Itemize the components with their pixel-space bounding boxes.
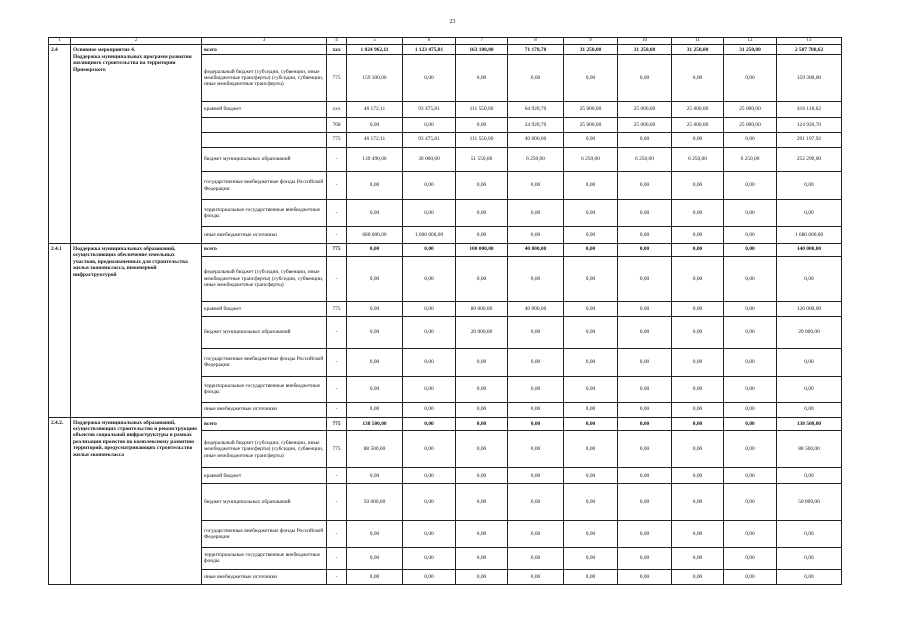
amount-value: 93 475,81 <box>403 102 456 118</box>
amount-value: 100 000,00 <box>456 243 508 256</box>
amount-value: 0,00 <box>456 348 508 377</box>
amount-value: 0,00 <box>403 569 456 584</box>
amount-value: 0,00 <box>347 377 403 402</box>
total-value: 88 500,00 <box>777 431 842 468</box>
funding-source: краевой бюджет <box>202 302 327 317</box>
funding-source: бюджет муниципальных образований <box>202 147 327 171</box>
amount-value: 0,00 <box>564 348 618 377</box>
amount-value: 0,00 <box>724 377 777 402</box>
amount-value: 163 100,00 <box>456 45 508 55</box>
amount-value: 31 250,00 <box>618 45 672 55</box>
amount-value: 0,00 <box>456 402 508 417</box>
funding-source: краевой бюджет <box>202 102 327 118</box>
funding-source: бюджет муниципальных образований <box>202 484 327 521</box>
section-description: Поддержка муниципальных программ развития жилищного строительства на территории Приморского <box>73 53 192 73</box>
amount-value: 0,00 <box>347 547 403 569</box>
total-value: 0,00 <box>777 402 842 417</box>
column-number: 4 <box>327 38 347 45</box>
amount-value: 25 000,00 <box>724 102 777 118</box>
amount-value: 1 000 000,00 <box>403 226 456 243</box>
amount-value: 0,00 <box>672 431 724 468</box>
funding-source: иные внебюджетные источники <box>202 569 327 584</box>
amount-value: 0,00 <box>672 55 724 102</box>
budget-code: - <box>327 226 347 243</box>
amount-value: 0,00 <box>564 521 618 547</box>
amount-value: 0,00 <box>724 431 777 468</box>
amount-value: 31 250,00 <box>724 45 777 55</box>
funding-source: иные внебюджетные источники <box>202 226 327 243</box>
amount-value: 0,00 <box>347 256 403 302</box>
amount-value: 0,00 <box>724 171 777 200</box>
amount-value: 1 024 962,11 <box>347 45 403 55</box>
amount-value: 0,00 <box>724 417 777 431</box>
section-description: Поддержка муниципальных образований, осуществляющих обеспечение земельных участков, предназначенных для строительства жилья экономкласса, инженерной инфраструктурой <box>73 245 188 278</box>
amount-value: 0,00 <box>618 547 672 569</box>
amount-value: 0,00 <box>403 402 456 417</box>
amount-value: 0,00 <box>403 547 456 569</box>
amount-value: 0,00 <box>456 55 508 102</box>
amount-value: 0,00 <box>672 521 724 547</box>
amount-value: 50 000,00 <box>347 484 403 521</box>
amount-value: 0,00 <box>672 316 724 348</box>
amount-value: 40 000,00 <box>508 243 564 256</box>
budget-code: 775 <box>327 417 347 431</box>
amount-value: 0,00 <box>672 484 724 521</box>
amount-value: 0,00 <box>456 171 508 200</box>
amount-value: 25 000,00 <box>672 102 724 118</box>
amount-value: 0,00 <box>403 348 456 377</box>
amount-value: 0,00 <box>564 55 618 102</box>
amount-value: 40 000,00 <box>508 132 564 147</box>
amount-value: 0,00 <box>724 55 777 102</box>
total-value: 20 000,00 <box>777 316 842 348</box>
amount-value: 0,00 <box>724 569 777 584</box>
total-value: 0,00 <box>777 377 842 402</box>
amount-value: 0,00 <box>618 316 672 348</box>
amount-value: 25 000,00 <box>564 102 618 118</box>
table-row <box>49 45 842 55</box>
amount-value: 0,00 <box>724 521 777 547</box>
amount-value: 93 475,81 <box>403 132 456 147</box>
amount-value: 0,00 <box>618 521 672 547</box>
amount-value: 0,00 <box>618 377 672 402</box>
amount-value: 0,00 <box>618 256 672 302</box>
funding-source: государственные внебюджетные фонды Российской Федерации <box>202 521 327 547</box>
funding-source: всего <box>202 417 327 431</box>
amount-value: 0,00 <box>508 55 564 102</box>
amount-value: 111 550,00 <box>456 102 508 118</box>
amount-value: 0,00 <box>403 377 456 402</box>
budget-code: - <box>327 348 347 377</box>
amount-value: 0,00 <box>456 377 508 402</box>
section-code: 2.4.2. <box>49 417 71 585</box>
amount-value: 0,00 <box>618 402 672 417</box>
total-value: 120 000,00 <box>777 302 842 317</box>
amount-value: 0,00 <box>508 484 564 521</box>
total-value: 0,00 <box>777 521 842 547</box>
amount-value: 0,00 <box>508 348 564 377</box>
budget-code: 768 <box>327 117 347 132</box>
amount-value: 0,00 <box>618 226 672 243</box>
amount-value: 0,00 <box>347 243 403 256</box>
amount-value: 0,00 <box>724 348 777 377</box>
budget-code: - <box>327 316 347 348</box>
amount-value: 25 000,00 <box>618 117 672 132</box>
amount-value: 1 123 475,81 <box>403 45 456 55</box>
amount-value: 0,00 <box>618 55 672 102</box>
amount-value: 0,00 <box>456 417 508 431</box>
amount-value: 0,00 <box>724 468 777 484</box>
amount-value: 6 250,00 <box>618 147 672 171</box>
amount-value: 0,00 <box>672 171 724 200</box>
section-title: Основное мероприятие 4. <box>73 47 136 54</box>
budget-code: - <box>327 547 347 569</box>
budget-code: - <box>327 377 347 402</box>
amount-value: 0,00 <box>403 171 456 200</box>
section-description: Поддержка муниципальных образований, осуществляющих строительство и реконструкцию объектов социальной инфраструктуры в рамках реализации проектов по комплексному развитию территорий, предусматривающих строительство жилья экономкласса <box>73 419 197 458</box>
total-value: 124 920,70 <box>777 117 842 132</box>
amount-value: 0,00 <box>564 402 618 417</box>
amount-value: 0,00 <box>672 348 724 377</box>
amount-value: 0,00 <box>508 417 564 431</box>
amount-value: 0,00 <box>508 521 564 547</box>
amount-value: 0,00 <box>564 569 618 584</box>
amount-value: 0,00 <box>724 302 777 317</box>
total-value: 0,00 <box>777 200 842 226</box>
amount-value: 0,00 <box>618 484 672 521</box>
total-value: 159 300,00 <box>777 55 842 102</box>
amount-value: 0,00 <box>456 256 508 302</box>
budget-code: - <box>327 171 347 200</box>
amount-value: 0,00 <box>403 55 456 102</box>
amount-value: 0,00 <box>456 521 508 547</box>
amount-value: 0,00 <box>618 431 672 468</box>
funding-source: федеральный бюджет (субсидии, субвенции, иные межбюджетные трансферты) (субсидии, субвенции, иные межбюджетные трансферты) <box>202 256 327 302</box>
amount-value: 0,00 <box>403 200 456 226</box>
budget-code: - <box>327 468 347 484</box>
amount-value: 0,00 <box>724 200 777 226</box>
amount-value: 0,00 <box>347 117 403 132</box>
amount-value: 6 250,00 <box>508 147 564 171</box>
amount-value: 0,00 <box>508 256 564 302</box>
amount-value: 0,00 <box>672 243 724 256</box>
amount-value: 0,00 <box>347 316 403 348</box>
amount-value: 0,00 <box>618 302 672 317</box>
amount-value: 25 000,00 <box>618 102 672 118</box>
column-number: 5 <box>347 38 403 45</box>
amount-value: 0,00 <box>564 226 618 243</box>
page-number: 23 <box>449 19 456 25</box>
amount-value: 0,00 <box>672 132 724 147</box>
funding-source: государственные внебюджетные фонды Российской Федерации <box>202 348 327 377</box>
total-value: 0,00 <box>777 569 842 584</box>
amount-value: 0,00 <box>564 302 618 317</box>
column-number: 2 <box>71 38 202 45</box>
funding-source: краевой бюджет <box>202 468 327 484</box>
amount-value: 40 000,00 <box>508 302 564 317</box>
amount-value: 0,00 <box>508 547 564 569</box>
amount-value: 6 250,00 <box>672 147 724 171</box>
budget-code: 775 <box>327 132 347 147</box>
amount-value: 0,00 <box>564 171 618 200</box>
budget-code: - <box>327 147 347 171</box>
amount-value: 0,00 <box>564 132 618 147</box>
amount-value: 0,00 <box>403 521 456 547</box>
amount-value: 31 250,00 <box>564 45 618 55</box>
budget-code: - <box>327 256 347 302</box>
budget-code: ххх <box>327 45 347 55</box>
amount-value: 0,00 <box>403 316 456 348</box>
amount-value: 0,00 <box>618 243 672 256</box>
funding-source: государственные внебюджетные фонды Российской Федерации <box>202 171 327 200</box>
amount-value: 0,00 <box>456 484 508 521</box>
funding-source: территориальные государственные внебюджетные фонды <box>202 547 327 569</box>
amount-value: 0,00 <box>724 402 777 417</box>
amount-value: 0,00 <box>724 243 777 256</box>
funding-source: федеральный бюджет (субсидии, субвенции, иные межбюджетные трансферты) (субсидии, субвенции, иные межбюджетные трансферты) <box>202 431 327 468</box>
amount-value: 111 550,00 <box>456 132 508 147</box>
amount-value: 0,00 <box>456 117 508 132</box>
column-number: 6 <box>403 38 456 45</box>
amount-value: 0,00 <box>564 316 618 348</box>
funding-source: всего <box>202 45 327 55</box>
section-description-cell <box>71 243 202 417</box>
funding-source: территориальные государственные внебюджетные фонды <box>202 200 327 226</box>
amount-value: 6 250,00 <box>564 147 618 171</box>
amount-value: 0,00 <box>564 431 618 468</box>
amount-value: 0,00 <box>508 226 564 243</box>
total-value: 1 680 000,00 <box>777 226 842 243</box>
column-number: 12 <box>724 38 777 45</box>
amount-value: 0,00 <box>508 431 564 468</box>
budget-code: 775 <box>327 243 347 256</box>
amount-value: 0,00 <box>672 547 724 569</box>
amount-value: 0,00 <box>347 348 403 377</box>
amount-value: 0,00 <box>403 484 456 521</box>
amount-value: 0,00 <box>564 468 618 484</box>
amount-value: 25 000,00 <box>672 117 724 132</box>
amount-value: 0,00 <box>403 302 456 317</box>
amount-value: 0,00 <box>672 417 724 431</box>
amount-value: 0,00 <box>508 468 564 484</box>
amount-value: 0,00 <box>508 377 564 402</box>
total-value: 0,00 <box>777 256 842 302</box>
amount-value: 0,00 <box>672 302 724 317</box>
funding-source: территориальные государственные внебюджетные фонды <box>202 377 327 402</box>
total-value: 0,00 <box>777 468 842 484</box>
amount-value: 51 550,00 <box>456 147 508 171</box>
amount-value: 0,00 <box>564 200 618 226</box>
budget-code: - <box>327 484 347 521</box>
amount-value: 159 300,00 <box>347 55 403 102</box>
amount-value: 46 172,11 <box>347 102 403 118</box>
amount-value: 0,00 <box>724 484 777 521</box>
total-value: 291 197,92 <box>777 132 842 147</box>
amount-value: 0,00 <box>564 377 618 402</box>
amount-value: 0,00 <box>508 569 564 584</box>
amount-value: 0,00 <box>672 402 724 417</box>
funding-source: иные внебюджетные источники <box>202 402 327 417</box>
amount-value: 0,00 <box>618 569 672 584</box>
budget-code: ххх <box>327 102 347 118</box>
amount-value: 0,00 <box>403 117 456 132</box>
amount-value: 0,00 <box>564 417 618 431</box>
amount-value: 64 920,70 <box>508 102 564 118</box>
amount-value: 0,00 <box>564 256 618 302</box>
amount-value: 0,00 <box>347 302 403 317</box>
total-value: 140 000,00 <box>777 243 842 256</box>
total-value: 252 290,00 <box>777 147 842 171</box>
amount-value: 20 000,00 <box>456 316 508 348</box>
amount-value: 6 250,00 <box>724 147 777 171</box>
amount-value: 0,00 <box>672 226 724 243</box>
amount-value: 0,00 <box>672 256 724 302</box>
amount-value: 0,00 <box>618 417 672 431</box>
amount-value: 0,00 <box>403 431 456 468</box>
column-number: 3 <box>202 38 327 45</box>
total-value: 416 118,62 <box>777 102 842 118</box>
amount-value: 0,00 <box>456 226 508 243</box>
section-code: 2.4 <box>49 45 71 243</box>
funding-source: всего <box>202 243 327 256</box>
amount-value: 0,00 <box>347 569 403 584</box>
budget-code: - <box>327 200 347 226</box>
total-value: 0,00 <box>777 348 842 377</box>
amount-value: 0,00 <box>347 521 403 547</box>
section-description-cell <box>71 417 202 585</box>
budget-code: - <box>327 521 347 547</box>
amount-value: 0,00 <box>672 200 724 226</box>
budget-code: 775 <box>327 431 347 468</box>
amount-value: 24 920,70 <box>508 117 564 132</box>
amount-value: 0,00 <box>403 417 456 431</box>
amount-value: 680 000,00 <box>347 226 403 243</box>
amount-value: 0,00 <box>618 200 672 226</box>
amount-value: 0,00 <box>403 256 456 302</box>
amount-value: 0,00 <box>564 547 618 569</box>
amount-value: 0,00 <box>724 132 777 147</box>
amount-value: 139 490,00 <box>347 147 403 171</box>
table-row <box>49 243 842 256</box>
amount-value: 0,00 <box>672 377 724 402</box>
amount-value: 71 170,70 <box>508 45 564 55</box>
amount-value: 0,00 <box>508 171 564 200</box>
column-number: 13 <box>777 38 842 45</box>
total-value: 2 507 708,62 <box>777 45 842 55</box>
column-number: 7 <box>456 38 508 45</box>
amount-value: 0,00 <box>347 171 403 200</box>
amount-value: 0,00 <box>508 316 564 348</box>
funding-source: федеральный бюджет (субсидии, субвенции, иные межбюджетные трансферты) (субсидии, субвенции, иные межбюджетные трансферты) <box>202 55 327 102</box>
amount-value: 25 000,00 <box>564 117 618 132</box>
column-number: 8 <box>508 38 564 45</box>
amount-value: 0,00 <box>347 402 403 417</box>
amount-value: 0,00 <box>403 243 456 256</box>
amount-value: 0,00 <box>403 468 456 484</box>
amount-value: 0,00 <box>724 316 777 348</box>
budget-table <box>48 37 842 585</box>
amount-value: 138 500,00 <box>347 417 403 431</box>
column-number: 10 <box>618 38 672 45</box>
amount-value: 0,00 <box>456 468 508 484</box>
amount-value: 31 250,00 <box>672 45 724 55</box>
amount-value: 0,00 <box>456 200 508 226</box>
amount-value: 0,00 <box>347 468 403 484</box>
amount-value: 0,00 <box>724 226 777 243</box>
amount-value: 30 000,00 <box>403 147 456 171</box>
amount-value: 25 000,00 <box>724 117 777 132</box>
section-description-cell <box>71 45 202 243</box>
amount-value: 0,00 <box>618 468 672 484</box>
column-number: 11 <box>672 38 724 45</box>
funding-source: бюджет муниципальных образований <box>202 316 327 348</box>
amount-value: 0,00 <box>456 431 508 468</box>
amount-value: 0,00 <box>618 171 672 200</box>
section-code: 2.4.1 <box>49 243 71 417</box>
amount-value: 0,00 <box>724 256 777 302</box>
amount-value: 0,00 <box>564 484 618 521</box>
budget-code: 775 <box>327 302 347 317</box>
amount-value: 0,00 <box>564 243 618 256</box>
column-number: 9 <box>564 38 618 45</box>
funding-source <box>202 117 327 132</box>
total-value: 0,00 <box>777 547 842 569</box>
amount-value: 80 000,00 <box>456 302 508 317</box>
table-row <box>49 417 842 431</box>
column-number: 1 <box>49 38 71 45</box>
budget-code: - <box>327 569 347 584</box>
amount-value: 0,00 <box>508 200 564 226</box>
amount-value: 0,00 <box>456 569 508 584</box>
amount-value: 0,00 <box>672 468 724 484</box>
total-value: 0,00 <box>777 171 842 200</box>
amount-value: 0,00 <box>724 547 777 569</box>
total-value: 138 500,00 <box>777 417 842 431</box>
amount-value: 0,00 <box>347 200 403 226</box>
amount-value: 0,00 <box>508 402 564 417</box>
amount-value: 0,00 <box>456 547 508 569</box>
amount-value: 0,00 <box>618 132 672 147</box>
amount-value: 46 172,11 <box>347 132 403 147</box>
budget-code: 775 <box>327 55 347 102</box>
amount-value: 0,00 <box>672 569 724 584</box>
total-value: 50 000,00 <box>777 484 842 521</box>
column-number-row <box>49 38 842 45</box>
amount-value: 88 500,00 <box>347 431 403 468</box>
amount-value: 0,00 <box>618 348 672 377</box>
budget-code: - <box>327 402 347 417</box>
funding-source <box>202 132 327 147</box>
